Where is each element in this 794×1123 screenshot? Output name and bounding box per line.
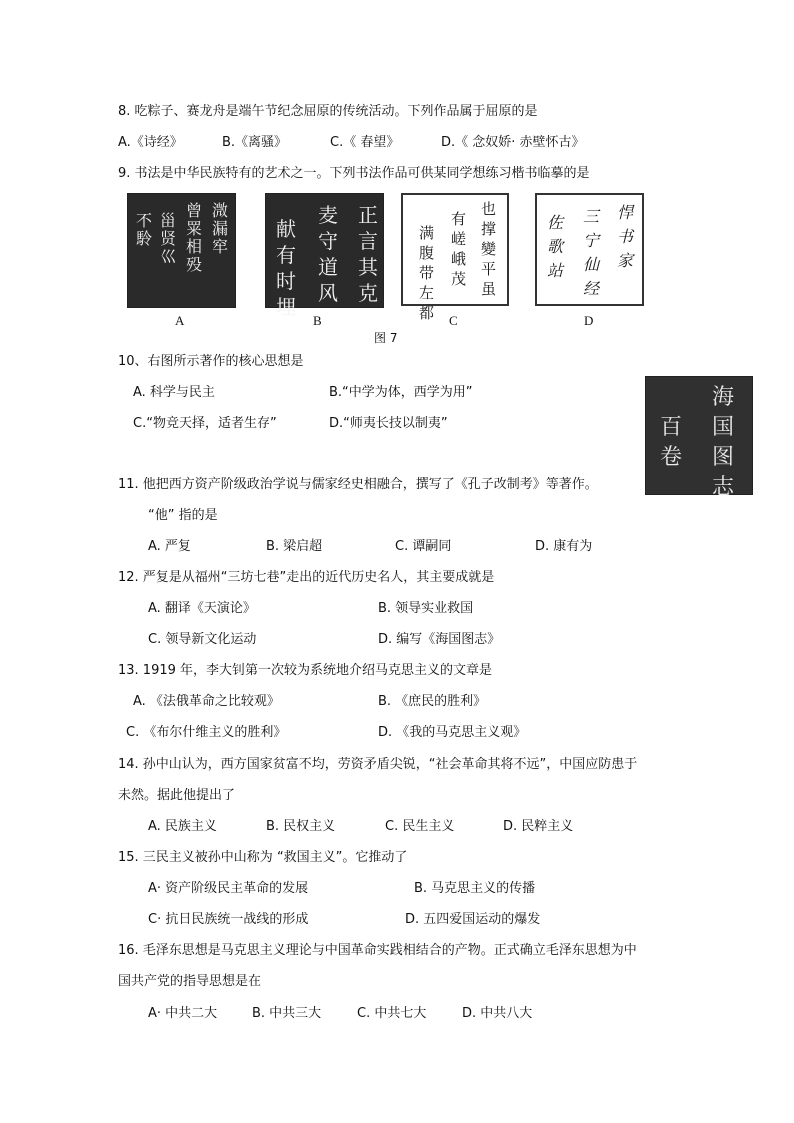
q14-stem-continued: 未然。据此他提出了 — [118, 788, 236, 803]
q15-option-d: D. 五四爱国运动的爆发 — [405, 912, 541, 927]
q15-stem: 15. 三民主义被孙中山称为 “救国主义”。它推动了 — [118, 850, 408, 865]
q15-option-c: C· 抗日民族统一战线的形成 — [148, 912, 309, 927]
seal-glyph: 图 — [712, 445, 735, 470]
q12-option-a: A. 翻译《天演论》 — [148, 601, 256, 616]
glyph: 有 — [451, 210, 467, 228]
glyph: 守 — [318, 229, 338, 253]
glyph: 悍 — [617, 203, 634, 222]
q13-option-c: C. 《布尔什维主义的胜利》 — [126, 725, 287, 740]
seal-glyph: 卷 — [660, 445, 683, 470]
glyph: 撑 — [481, 220, 497, 238]
q10-stem: 10、右图所示著作的核心思想是 — [118, 354, 304, 369]
q14-option-b: B. 民权主义 — [266, 819, 336, 834]
q16-option-a: A· 中共二大 — [148, 1006, 218, 1021]
glyph: 正 — [358, 203, 378, 227]
q14-option-a: A. 民族主义 — [148, 819, 217, 834]
glyph: 满 — [419, 224, 435, 242]
seal-glyph: 百 — [660, 415, 683, 440]
glyph: 带 — [419, 264, 435, 282]
q11-option-a: A. 严复 — [148, 539, 191, 554]
q8-stem: 8. 吃粽子、赛龙舟是端午节纪念屈原的传统活动。下列作品属于屈原的是 — [118, 104, 538, 119]
q16-stem: 16. 毛泽东思想是马克思主义理论与中国革命实践相结合的产物。正式确立毛泽东思想为中 — [118, 943, 637, 958]
image-label-c: C — [449, 313, 458, 328]
glyph: 嵯 — [451, 230, 467, 248]
book-title-seal-image — [645, 376, 753, 500]
glyph: 平 — [481, 260, 497, 278]
glyph: 甾 — [160, 211, 177, 230]
q8-option-a: A.《诗经》 — [118, 135, 183, 150]
glyph: 有 — [276, 243, 296, 267]
glyph: 峨 — [451, 250, 467, 268]
q8-option-c: C.《 春望》 — [330, 135, 400, 150]
calligraphy-image-b — [265, 193, 384, 319]
glyph: 曾 — [186, 201, 203, 220]
glyph: 克 — [358, 281, 378, 305]
q13-stem: 13. 1919 年，李大钊第一次较为系统地介绍马克思主义的文章是 — [118, 663, 493, 678]
glyph: 茂 — [451, 270, 467, 288]
glyph: 书 — [617, 227, 634, 246]
q14-option-d: D. 民粹主义 — [503, 819, 574, 834]
glyph: 虽 — [481, 280, 497, 298]
q13-option-a: A. 《法俄革命之比较观》 — [133, 694, 280, 709]
seal-glyph: 海 — [712, 385, 735, 410]
glyph: 三 — [583, 207, 600, 226]
q10-option-b: B.“中学为体，西学为用” — [329, 385, 473, 400]
glyph: 时 — [276, 269, 296, 293]
glyph: 埋 — [276, 295, 296, 319]
glyph: 佐 — [547, 213, 564, 232]
q11-stem-continued: “他” 指的是 — [148, 508, 218, 523]
q12-stem: 12. 严复是从福州“三坊七巷”走出的近代历史名人，其主要成就是 — [118, 570, 495, 585]
q14-option-c: C. 民生主义 — [385, 819, 455, 834]
glyph: 家 — [617, 251, 634, 270]
glyph: 言 — [358, 229, 378, 253]
q16-option-b: B. 中共三大 — [252, 1006, 322, 1021]
q9-stem: 9. 书法是中华民族特有的艺术之一。下列书法作品可供某同学想练习楷书临摹的是 — [118, 166, 590, 181]
glyph: 其 — [358, 255, 378, 279]
q11-option-c: C. 谭嗣同 — [395, 539, 452, 554]
image-label-a: A — [175, 313, 185, 328]
glyph: 也 — [481, 200, 497, 218]
q8-option-b: B.《离骚》 — [222, 135, 288, 150]
q13-option-b: B. 《庶民的胜利》 — [378, 694, 487, 709]
glyph: 溦 — [212, 201, 229, 220]
q12-option-b: B. 领导实业救国 — [378, 601, 474, 616]
glyph: 左 — [419, 284, 435, 302]
glyph: 贤 — [160, 229, 177, 248]
calligraphy-image-c — [401, 193, 509, 322]
glyph: 腹 — [419, 244, 435, 262]
glyph: 駖 — [136, 229, 153, 248]
q11-option-b: B. 梁启超 — [266, 539, 323, 554]
q15-option-a: A· 资产阶级民主革命的发展 — [148, 881, 309, 896]
glyph: 歌 — [547, 237, 564, 256]
q10-option-d: D.“师夷长技以制夷” — [329, 416, 448, 431]
seal-glyph: 志 — [712, 475, 735, 500]
glyph: 變 — [481, 240, 497, 258]
q12-option-d: D. 编写《海国图志》 — [378, 632, 501, 647]
glyph: 风 — [318, 281, 338, 305]
seal-glyph: 国 — [712, 415, 735, 440]
glyph: 不 — [136, 211, 153, 230]
glyph: 相 — [186, 237, 203, 256]
glyph: 道 — [318, 255, 338, 279]
q14-stem: 14. 孙中山认为，西方国家贫富不均，劳资矛盾尖锐，“社会革命其将不远”，中国应防患于 — [118, 757, 638, 772]
glyph: 献 — [276, 217, 296, 241]
q8-option-d: D.《 念奴娇· 赤壁怀古》 — [441, 135, 585, 150]
glyph: 都 — [419, 304, 435, 322]
glyph: 宁 — [583, 231, 600, 250]
q10-option-c: C.“物竞天择，适者生存” — [133, 416, 277, 431]
image-label-b: B — [313, 313, 322, 328]
glyph: 经 — [583, 279, 600, 298]
glyph: 站 — [547, 261, 564, 280]
q16-option-c: C. 中共七大 — [357, 1006, 427, 1021]
q15-option-b: B. 马克思主义的传播 — [414, 881, 536, 896]
q16-option-d: D. 中共八大 — [462, 1006, 533, 1021]
glyph: 仙 — [583, 255, 600, 274]
glyph: 巛 — [160, 247, 177, 266]
calligraphy-image-a — [127, 193, 236, 308]
glyph: 麦 — [318, 203, 338, 227]
glyph: 殁 — [186, 255, 203, 274]
glyph: 漏 — [212, 219, 229, 238]
glyph: 窂 — [212, 237, 229, 256]
figure-caption: 图 7 — [374, 331, 398, 345]
q13-option-d: D. 《我的马克思主义观》 — [378, 725, 527, 740]
q11-option-d: D. 康有为 — [535, 539, 593, 554]
calligraphy-image-d — [535, 193, 644, 306]
q16-stem-continued: 国共产党的指导思想是在 — [118, 974, 262, 989]
q10-option-a: A. 科学与民主 — [133, 385, 215, 400]
q11-stem: 11. 他把西方资产阶级政治学说与儒家经史相融合，撰写了《孔子改制考》等著作。 — [118, 477, 598, 492]
q12-option-c: C. 领导新文化运动 — [148, 632, 257, 647]
image-label-d: D — [584, 313, 594, 328]
glyph: 䍘 — [186, 219, 203, 238]
